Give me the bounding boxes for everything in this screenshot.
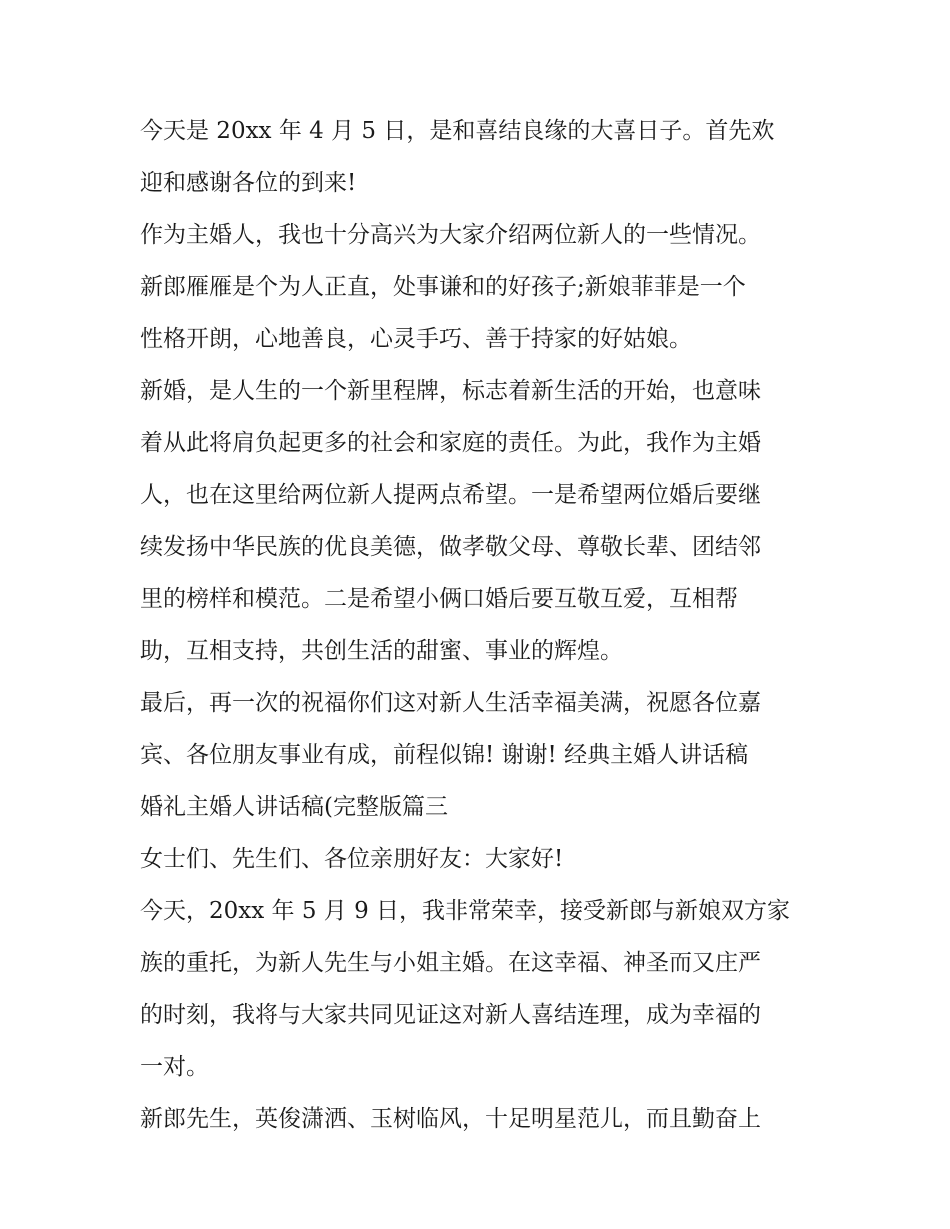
text-line: 续发扬中华民族的优良美德，做孝敬父母、尊敬长辈、团结邻 (140, 534, 761, 560)
text-line: 新郎雁雁是个为人正直，处事谦和的好孩子;新娘菲菲是一个 (140, 274, 746, 300)
text-line: 的时刻，我将与大家共同见证这对新人喜结连理，成为幸福的 (140, 1002, 761, 1028)
text-line: 一对。 (140, 1054, 209, 1080)
document-body (140, 105, 820, 1145)
text-line: 婚礼主婚人讲话稿(完整版篇三 (140, 794, 448, 820)
text-line: 今天是 20xx 年 4 月 5 日，是和喜结良缘的大喜日子。首先欢 (140, 118, 775, 144)
text-line: 族的重托，为新人先生与小姐主婚。在这幸福、神圣而又庄严 (140, 950, 761, 976)
text-line: 迎和感谢各位的到来! (140, 170, 357, 196)
text-line: 性格开朗，心地善良，心灵手巧、善于持家的好姑娘。 (140, 326, 692, 352)
text-line: 着从此将肩负起更多的社会和家庭的责任。为此，我作为主婚 (140, 430, 761, 456)
text-line: 女士们、先生们、各位亲朋好友：大家好! (140, 846, 564, 872)
text-line: 新郎先生，英俊潇洒、玉树临风，十足明星范儿，而且勤奋上 (140, 1106, 761, 1132)
text-line: 最后，再一次的祝福你们这对新人生活幸福美满，祝愿各位嘉 (140, 690, 761, 716)
text-line: 里的榜样和模范。二是希望小俩口婚后要互敬互爱，互相帮 (140, 586, 738, 612)
text-line: 人，也在这里给两位新人提两点希望。一是希望两位婚后要继 (140, 482, 761, 508)
text-line: 新婚，是人生的一个新里程牌，标志着新生活的开始，也意味 (140, 378, 761, 404)
text-line: 助，互相支持，共创生活的甜蜜、事业的辉煌。 (140, 638, 623, 664)
text-line: 作为主婚人，我也十分高兴为大家介绍两位新人的一些情况。 (140, 222, 761, 248)
text-line: 今天，20xx 年 5 月 9 日，我非常荣幸，接受新郎与新娘双方家 (140, 898, 791, 924)
text-line: 宾、各位朋友事业有成，前程似锦! 谢谢! 经典主婚人讲话稿 (140, 742, 749, 768)
